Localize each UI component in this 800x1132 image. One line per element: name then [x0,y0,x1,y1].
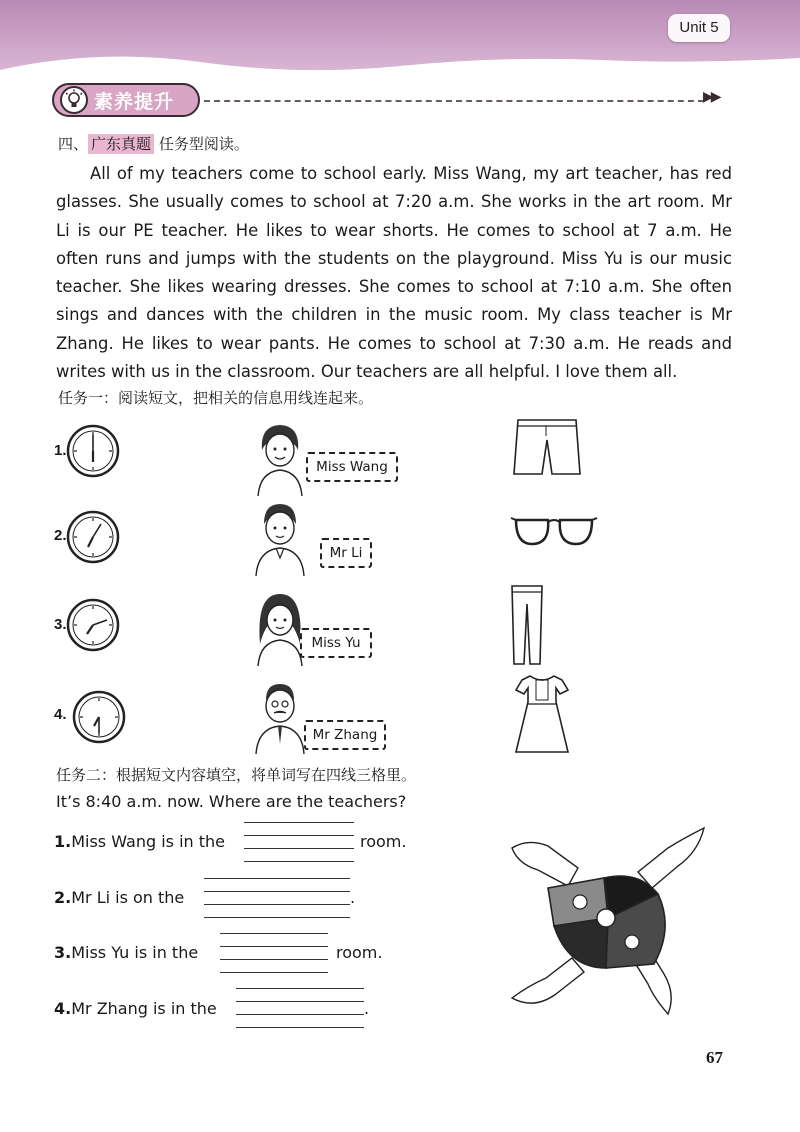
answer-lines[interactable] [220,933,328,973]
fill-text-after: . [350,888,356,907]
fill-text-after: room. [360,832,407,851]
puzzle-hands-icon [508,818,708,1018]
question-number: 四、 [58,135,89,153]
unit-label: Unit 5 [668,14,730,42]
fill-number: 2. [54,888,72,907]
fill-text-before: Mr Zhang is in the [71,999,217,1018]
fill-text-after: room. [336,943,383,962]
pants-icon [508,584,546,666]
nametag: Mr Li [320,538,372,568]
row-number: 3. [54,616,67,633]
clock-icon [66,598,120,652]
section-divider [204,100,704,102]
question-heading [58,133,249,154]
fill-item [54,832,225,851]
nametag: Miss Yu [300,628,372,658]
answer-lines[interactable] [204,878,350,918]
task1-instruction: 任务一：阅读短文，把相关的信息用线连起来。 [58,389,374,407]
section-title: 素养提升 [94,91,175,113]
shorts-icon [512,416,582,478]
question-tag: 广东真题 [88,134,154,154]
glasses-icon [510,512,598,550]
row-number: 1. [54,442,67,459]
task2-instruction: 任务二：根据短文内容填空，将单词写在四线三格里。 [56,766,417,784]
teacher-mr-li-icon [250,500,310,576]
fill-text-before: Miss Yu is in the [71,943,199,962]
task2-question: It’s 8:40 a.m. now. Where are the teachers? [56,792,407,811]
fill-number: 4. [54,999,72,1018]
clock-icon [66,424,120,478]
double-arrow-icon: ▶▶ [703,89,719,105]
teacher-miss-wang-icon [250,420,310,496]
page-number: 67 [706,1048,723,1067]
answer-lines[interactable] [244,822,354,862]
fill-number: 1. [54,832,72,851]
fill-number: 3. [54,943,72,962]
answer-lines[interactable] [236,988,364,1028]
fill-item [54,888,184,907]
row-number: 4. [54,706,67,723]
dress-icon [512,672,572,754]
clock-icon [66,510,120,564]
fill-text-before: Miss Wang is in the [71,832,226,851]
reading-passage: All of my teachers come to school early. Miss Wang, my art teacher, has red glasses. She usually comes to school at 7:20 a.m. She works in the art room. Mr Li is our PE teacher. He likes to wear shorts. He comes to school at 7 a.m. He often runs and jumps with the students on the playground. Miss Yu is our music teacher. She likes wearing dresses. She comes to school at 7:10 a.m. She often sings and dances with the children in the music room. My class teacher is Mr Zhang. He likes to wear pants. He comes to school at 7:30 a.m. He reads and writes with us in the classroom. Our teachers are all helpful. I love them all. [56,164,732,382]
nametag: Miss Wang [306,452,398,482]
lightbulb-icon [60,86,88,114]
row-number: 2. [54,527,67,544]
teacher-mr-zhang-icon [250,678,310,754]
clock-icon [72,690,126,744]
fill-item [54,943,198,962]
fill-text-before: Mr Li is on the [71,888,185,907]
nametag: Mr Zhang [304,720,386,750]
question-type: 任务型阅读。 [158,135,249,153]
fill-item [54,999,217,1018]
fill-text-after: . [364,999,370,1018]
